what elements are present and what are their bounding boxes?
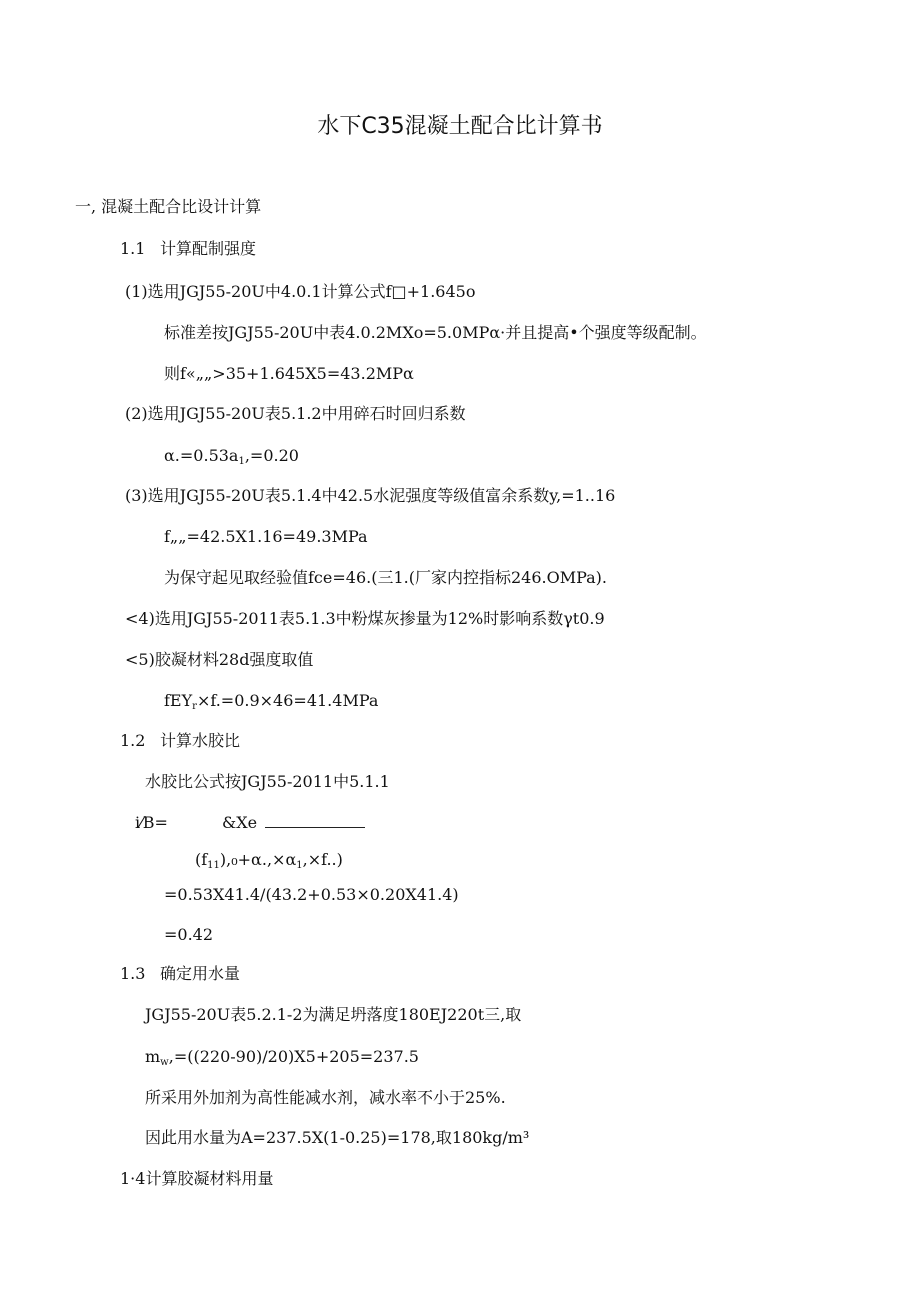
subsection-number: 1.2 (120, 731, 146, 750)
denominator-a: (f (195, 850, 208, 869)
item-5-calc (164, 690, 378, 712)
subsection-number: 1.3 (120, 964, 146, 983)
wb-result: =0.42 (164, 925, 214, 944)
water-calc-b: ,=((220-90)/20)X5+205=237.5 (168, 1047, 419, 1066)
denominator-sub: 11 (207, 860, 220, 871)
item-2-calc-sub: 1 (238, 456, 245, 467)
section-heading: 一, 混凝土配合比设计计算 (75, 197, 262, 216)
wb-calc: =0.53X41.4/(43.2+0.53×0.20X41.4) (164, 885, 459, 904)
subsection-label: 确定用水量 (160, 964, 241, 983)
subsection-1-1-heading (120, 238, 256, 260)
item-5-calc-b: ×f.=0.9×46=41.4MPa (196, 691, 379, 710)
item-2-calc-a: α.=0.53a (164, 446, 239, 465)
formula-denominator (195, 849, 343, 871)
subsection-label: 计算配制强度 (160, 239, 257, 258)
item-2: (2)选用JGJ55-20U表5.1.2中用碎石时回归系数 (125, 404, 466, 423)
item-3-calc: f„„=42.5X1.16=49.3MPa (164, 527, 368, 546)
item-1-note: 标准差按JGJ55-20U中表4.0.2MXo=5.0MPα·并且提高•个强度等级配制。 (164, 323, 707, 342)
document-title: 水下C35混凝土配合比计算书 (317, 114, 603, 139)
item-5-calc-sub: r (192, 701, 197, 712)
formula-intro: 水胶比公式按JGJ55-2011中5.1.1 (145, 772, 390, 791)
subsection-1-2-heading (120, 730, 240, 752)
item-2-calc-b: ,=0.20 (244, 446, 299, 465)
subsection-1-3-heading (120, 963, 240, 985)
water-calc (145, 1046, 419, 1068)
numerator-text: &Xe (222, 813, 258, 832)
item-2-calc (164, 445, 299, 467)
denominator-b: ),₀+α.,×α (219, 850, 297, 869)
denominator-c: ,×f..) (302, 850, 343, 869)
water-basis: JGJ55-20U表5.2.1-2为满足坍落度180EJ220t三,取 (145, 1005, 522, 1024)
fraction-line (265, 813, 365, 828)
item-4: <4)选用JGJ55-2011表5.1.3中粉煤灰掺量为12%时影响系数γt0.9 (125, 609, 605, 628)
item-5: <5)胶凝材料28d强度取值 (125, 650, 314, 669)
subsection-1-4-heading: 1·4计算胶凝材料用量 (120, 1169, 274, 1188)
subsection-label: 计算水胶比 (160, 731, 241, 750)
admixture-note: 所采用外加剂为高性能减水剂，减水率不小于25%. (145, 1088, 506, 1107)
item-1: (1)选用JGJ55-20U中4.0.1计算公式f□+1.645o (125, 282, 476, 301)
formula-numerator (222, 812, 365, 834)
item-3-note: 为保守起见取经验值fce=46.(三1.(厂家内控指标246.OMPa). (164, 568, 607, 587)
item-3: (3)选用JGJ55-20U表5.1.4中42.5水泥强度等级值富余系数y,=1..16 (125, 486, 616, 505)
subsection-number: 1.1 (120, 239, 146, 258)
water-amount: 因此用水量为A=237.5X(1-0.25)=178,取180kg∕m³ (145, 1128, 530, 1147)
item-5-calc-a: fEY (164, 691, 193, 710)
wb-label: i⁄B= (135, 813, 168, 832)
denominator-sub2: 1 (296, 860, 303, 871)
water-calc-a: m (145, 1047, 161, 1066)
item-1-calc: 则f«„„>35+1.645X5=43.2MPα (164, 364, 414, 383)
water-calc-sub: w (160, 1057, 169, 1068)
